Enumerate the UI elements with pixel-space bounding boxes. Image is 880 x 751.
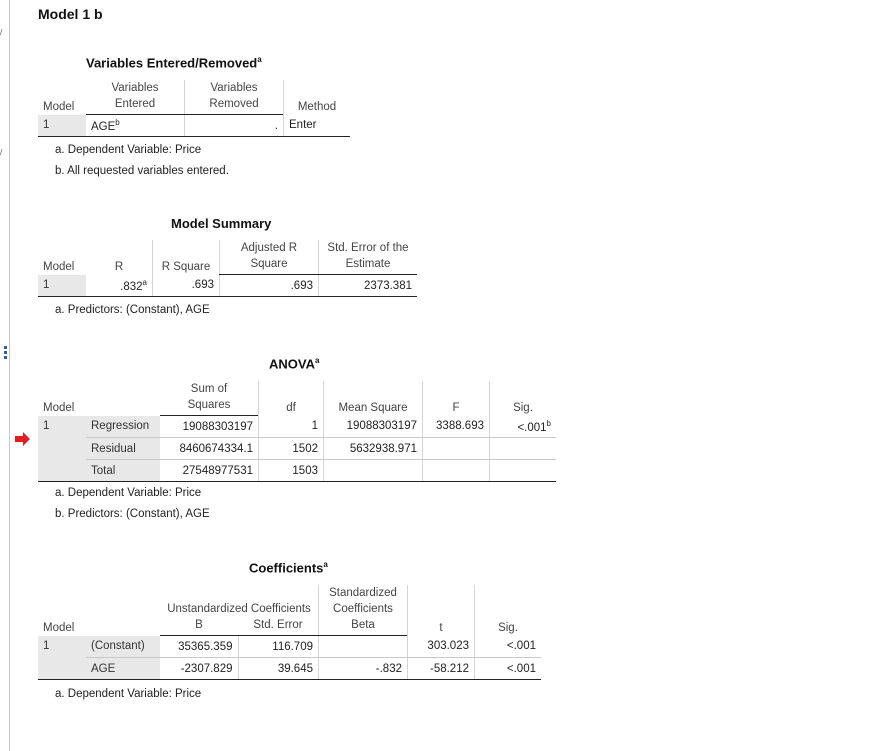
cell-entered: AGE$^b$ bbox=[86, 115, 185, 137]
col-se-2: Estimate bbox=[319, 256, 418, 275]
cell-sig: <.001 bbox=[475, 636, 542, 658]
row-model: 1 bbox=[38, 636, 86, 680]
col-entered-1: Variables bbox=[111, 82, 159, 94]
left-gutter bbox=[0, 0, 10, 751]
col-model: Model bbox=[43, 260, 75, 273]
cell-method: Enter bbox=[284, 115, 351, 137]
red-arrow-icon bbox=[15, 432, 31, 446]
cell-f: 3388.693 bbox=[423, 416, 490, 438]
cell-beta bbox=[319, 636, 408, 658]
cell-f bbox=[423, 460, 490, 482]
col-se-1: Std. Error of the bbox=[319, 240, 418, 256]
col-beta: Beta bbox=[319, 617, 408, 636]
col-sig: Sig. bbox=[475, 585, 542, 636]
col-se: Std. Error bbox=[238, 617, 319, 636]
cell-df: 1 bbox=[259, 416, 324, 438]
col-method: Method bbox=[284, 80, 351, 115]
col-r: R bbox=[114, 260, 124, 273]
col-row-label bbox=[86, 381, 160, 416]
model-summary-table bbox=[38, 240, 417, 297]
col-t: t bbox=[408, 585, 475, 636]
cell-se: 39.645 bbox=[238, 658, 319, 680]
col-model: Model bbox=[43, 100, 75, 113]
cell-df: 1502 bbox=[259, 438, 324, 460]
cell-t: 303.023 bbox=[408, 636, 475, 658]
footnote: a. Predictors: (Constant), AGE bbox=[55, 304, 210, 316]
cell-se: 116.709 bbox=[238, 636, 319, 658]
cell-r-square: .693 bbox=[153, 275, 220, 297]
variables-entered-table bbox=[38, 80, 350, 137]
col-row-label bbox=[86, 585, 160, 636]
variables-entered-title: Variables Entered/Removed$^a$ bbox=[86, 55, 262, 71]
col-model: Model bbox=[43, 621, 75, 634]
row-model: 1 bbox=[38, 416, 86, 482]
row-label: Residual bbox=[86, 438, 160, 460]
anova-table bbox=[38, 381, 556, 482]
col-std: Standardized Coefficients bbox=[319, 585, 408, 617]
col-b: B bbox=[160, 617, 238, 636]
col-ms: Mean Square bbox=[324, 381, 423, 416]
col-unstd: Unstandardized Coefficients bbox=[167, 603, 311, 615]
col-df: df bbox=[259, 381, 324, 416]
model-title: Model 1 b bbox=[38, 6, 103, 22]
cell-sig bbox=[490, 460, 557, 482]
footnote: b. Predictors: (Constant), AGE bbox=[55, 508, 210, 520]
gutter-tick: / bbox=[0, 28, 3, 37]
cell-t: -58.212 bbox=[408, 658, 475, 680]
cell-ms: 19088303197 bbox=[324, 416, 423, 438]
col-r-square: R Square bbox=[153, 240, 220, 275]
coefficients-table bbox=[38, 585, 541, 680]
cell-ss: 27548977531 bbox=[160, 460, 259, 482]
gutter-tick: / bbox=[0, 148, 3, 157]
col-entered-2: Entered bbox=[86, 96, 185, 115]
anova-title: ANOVA$^a$ bbox=[269, 356, 320, 372]
cell-adj: .693 bbox=[220, 275, 319, 297]
cell-beta: -.832 bbox=[319, 658, 408, 680]
col-model: Model bbox=[43, 401, 75, 414]
cell-ms: 5632938.971 bbox=[324, 438, 423, 460]
model-summary-title: Model Summary bbox=[171, 216, 272, 231]
footnote: a. Dependent Variable: Price bbox=[55, 688, 202, 700]
coefficients-title: Coefficients$^a$ bbox=[249, 560, 328, 576]
cell-f bbox=[423, 438, 490, 460]
col-ss-2: Squares bbox=[160, 397, 259, 416]
col-adj-1: Adjusted R bbox=[220, 240, 319, 256]
row-model: 1 bbox=[38, 275, 86, 297]
row-label: (Constant) bbox=[86, 636, 160, 658]
footnote: b. All requested variables entered. bbox=[55, 165, 229, 177]
col-sig: Sig. bbox=[490, 381, 557, 416]
col-removed-1: Variables bbox=[185, 80, 284, 96]
cell-se: 2373.381 bbox=[319, 275, 418, 297]
col-ss-1: Sum of bbox=[190, 383, 228, 395]
row-label: AGE bbox=[86, 658, 160, 680]
cell-removed: . bbox=[185, 115, 284, 137]
cell-r: .832$^a$ bbox=[86, 275, 153, 297]
col-f: F bbox=[423, 381, 490, 416]
gutter-handle-icon[interactable] bbox=[4, 346, 7, 361]
cell-ms bbox=[324, 460, 423, 482]
footnote: a. Dependent Variable: Price bbox=[55, 144, 202, 156]
cell-df: 1503 bbox=[259, 460, 324, 482]
col-removed-2: Removed bbox=[185, 96, 284, 115]
col-adj-2: Square bbox=[220, 256, 319, 275]
row-label: Regression bbox=[86, 416, 160, 438]
row-model: 1 bbox=[38, 115, 86, 137]
cell-ss: 8460674334.1 bbox=[160, 438, 259, 460]
cell-sig: <.001$^b$ bbox=[490, 416, 557, 438]
footnote: a. Dependent Variable: Price bbox=[55, 487, 202, 499]
row-label: Total bbox=[86, 460, 160, 482]
cell-b: 35365.359 bbox=[160, 636, 238, 658]
cell-b: -2307.829 bbox=[160, 658, 238, 680]
cell-ss: 19088303197 bbox=[160, 416, 259, 438]
cell-sig: <.001 bbox=[475, 658, 542, 680]
cell-sig bbox=[490, 438, 557, 460]
